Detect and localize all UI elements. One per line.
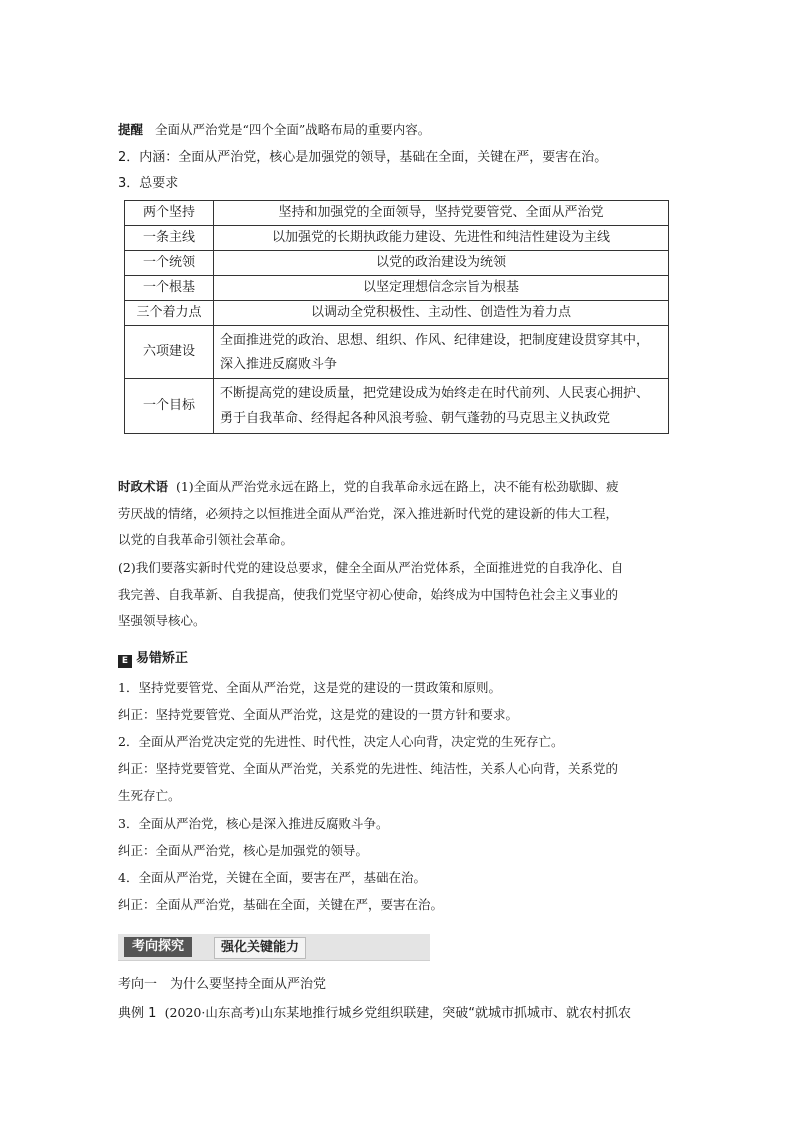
banner-subtitle: 强化关键能力	[214, 937, 306, 959]
connotation-item: 2．内涵：全面从严治党，核心是加强党的领导，基础在全面，关键在严，要害在治。	[118, 150, 608, 165]
direction-heading: 考向一 为什么要坚持全面从严治党	[118, 977, 327, 992]
error-item: 3．全面从严治党，核心是深入推进反腐败斗争。	[118, 816, 389, 831]
section-banner	[118, 934, 430, 961]
terms-line-1	[118, 478, 619, 496]
table-row	[125, 326, 669, 379]
requirements-heading: 3．总要求	[118, 176, 179, 191]
correction-item-cont: 生死存亡。	[118, 788, 181, 803]
terms-label: 时政术语	[118, 479, 169, 494]
table-row	[125, 379, 669, 434]
table-value: 以调动全党积极性、主动性、创造性为着力点	[214, 301, 669, 326]
error-correction-icon: E	[118, 655, 132, 668]
table-row	[125, 251, 669, 276]
table-row	[125, 301, 669, 326]
correction-item: 纠正：坚持党要管党、全面从严治党，关系党的先进性、纯洁性，关系人心向背，关系党的	[118, 761, 619, 776]
correction-item: 纠正：全面从严治党，核心是加强党的领导。	[118, 843, 369, 858]
terms-text: (1)全面从严治党永远在路上，党的自我革命永远在路上，决不能有松劲歇脚、疲	[175, 479, 619, 494]
terms-line-3: 以党的自我革命引领社会革命。	[118, 532, 294, 547]
reminder-line	[118, 121, 430, 139]
example-text: 山东某地推行城乡党组织联建，突破“就城市抓城市、就农村抓农	[260, 1006, 631, 1021]
table-value-line: 不断提高党的建设质量，把党建设成为始终走在时代前列、人民衷心拥护、	[220, 386, 650, 401]
table-key: 三个着力点	[125, 301, 214, 326]
table-key: 一个统领	[125, 251, 214, 276]
table-value: 以加强党的长期执政能力建设、先进性和纯洁性建设为主线	[214, 226, 669, 251]
error-item: 1．坚持党要管党、全面从严治党，这是党的建设的一贯政策和原则。	[118, 680, 501, 695]
error-item: 2．全面从严治党决定党的先进性、时代性，决定人心向背，决定党的生死存亡。	[118, 734, 564, 749]
errors-title: 易错矫正	[136, 651, 189, 666]
table-value-line: 深入推进反腐败斗争	[220, 357, 338, 372]
table-value: 坚持和加强党的全面领导，坚持党要管党、全面从严治党	[214, 201, 669, 226]
correction-item: 纠正：全面从严治党，基础在全面，关键在严，要害在治。	[118, 897, 444, 912]
table-value	[214, 379, 669, 434]
example-line	[118, 1004, 631, 1023]
terms-line-6: 坚强领导核心。	[118, 613, 206, 628]
reminder-text: 全面从严治党是“四个全面”战略布局的重要内容。	[154, 122, 431, 137]
correction-item: 纠正：坚持党要管党、全面从严治党，这是党的建设的一贯方针和要求。	[118, 707, 519, 722]
table-key: 一个根基	[125, 276, 214, 301]
table-value-line: 勇于自我革命、经得起各种风浪考验、朝气蓬勃的马克思主义执政党	[220, 411, 611, 426]
table-key: 六项建设	[125, 326, 214, 379]
table-value: 以坚定理想信念宗旨为根基	[214, 276, 669, 301]
table-row	[125, 276, 669, 301]
table-key: 一条主线	[125, 226, 214, 251]
terms-line-2: 劳厌战的情绪，必须持之以恒推进全面从严治党，深入推进新时代党的建设新的伟大工程，	[118, 506, 619, 521]
banner-tag: 考向探究	[124, 937, 192, 957]
table-row	[125, 226, 669, 251]
table-value	[214, 326, 669, 379]
error-item: 4．全面从严治党，关键在全面，要害在严，基础在治。	[118, 870, 426, 885]
example-label: 典例 1	[118, 1006, 157, 1021]
terms-line-5: 我完善、自我革新、自我提高，使我们党坚守初心使命，始终成为中国特色社会主义事业的	[118, 587, 619, 602]
terms-line-4: (2)我们要落实新时代党的建设总要求，健全全面从严治党体系，全面推进党的自我净化、自	[118, 560, 624, 575]
requirements-table	[124, 200, 669, 434]
table-key: 两个坚持	[125, 201, 214, 226]
table-key: 一个目标	[125, 379, 214, 434]
table-value-line: 全面推进党的政治、思想、组织、作风、纪律建设，把制度建设贯穿其中，	[220, 333, 650, 348]
errors-heading	[118, 650, 188, 668]
table-value: 以党的政治建设为统领	[214, 251, 669, 276]
example-source: (2020·山东高考)	[164, 1005, 261, 1020]
reminder-label: 提醒	[118, 122, 144, 137]
table-row	[125, 201, 669, 226]
